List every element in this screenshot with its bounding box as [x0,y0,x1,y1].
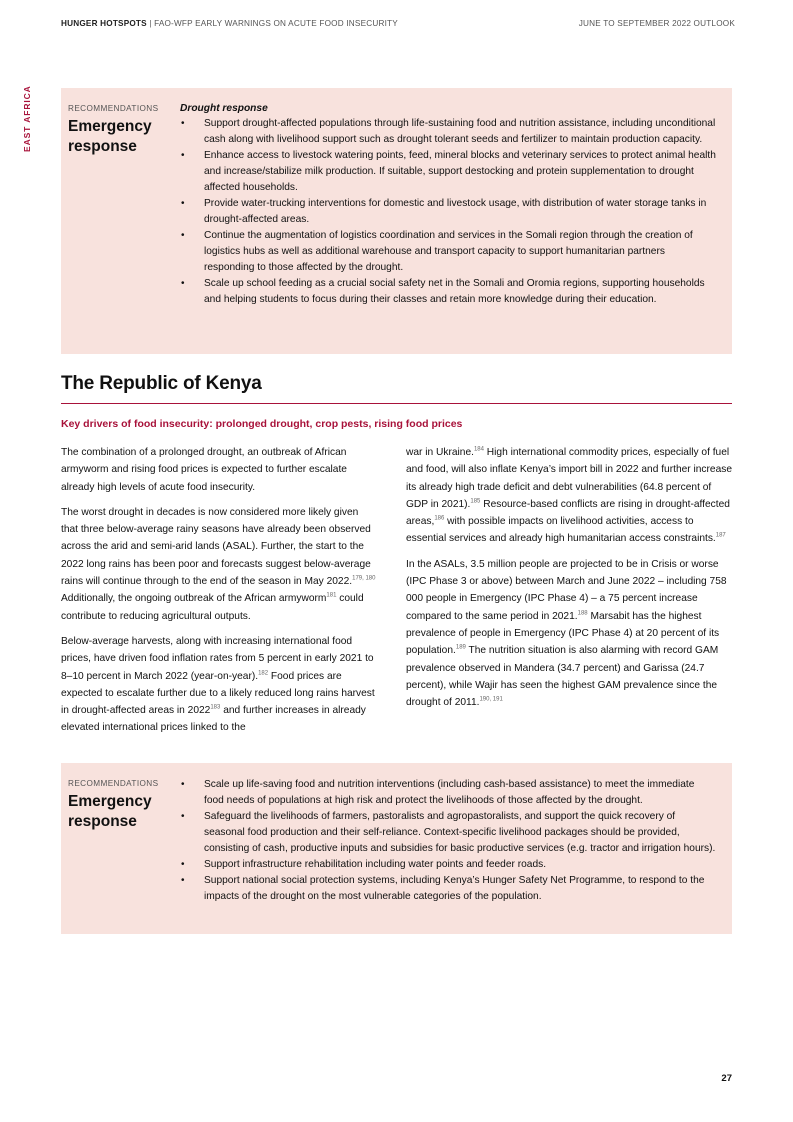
header-outlook: JUNE TO SEPTEMBER 2022 OUTLOOK [578,19,735,28]
recommendations-content [180,777,716,905]
body-column-left [61,444,377,745]
list-item-text: Scale up school feeding as a crucial social safety net in the Somali and Oromia regions, supporting households and helping students to focus during their classes and retain more knowledge during their education. [204,278,705,305]
recommendations-list [180,116,716,308]
footnote-ref: 181 [326,592,337,599]
list-item [180,228,716,276]
paragraph-text: The nutrition situation is also alarming with record GAM prevalence observed in Mandera (34.7 percent) and Garissa (24.7 percent), while Wajir has seen the highest GAM prevalence since the drought of 2011. [406,645,719,709]
footnote-ref: 189 [455,644,466,651]
list-item [180,116,716,148]
bullet-icon: • [181,875,185,886]
bullet-icon: • [181,811,185,822]
list-item-text: Continue the augmentation of logistics coordination and services in the Somali region through the creation of logistics hubs as well as additional warehouse and transport capacity to support humanitarian partners responding to those affected by the drought. [204,230,693,273]
recommendations-box-kenya [61,763,732,934]
list-item [180,777,716,809]
bullet-icon: • [181,198,185,209]
region-side-tab [22,85,36,152]
recommendations-content [180,102,716,308]
paragraph-text: Below-average harvests, along with increasing international food prices, have driven food inflation rates from 5 percent in early 2021 to 8–10 percent in March 2022 (year-on-year). [61,635,374,682]
paragraph-text: Resource-based conflicts are rising in drought-affected areas, [406,498,730,528]
list-item [180,809,716,857]
paragraph-text: The combination of a prolonged drought, an outbreak of African armyworm and rising food prices is expected to further escalate already high levels of acute food insecurity. [61,447,347,493]
body-paragraph [61,504,377,625]
footnote-ref: 185 [470,498,481,505]
list-item [180,148,716,196]
body-paragraph [406,556,734,712]
recommendations-list [180,777,716,905]
recommendations-box-drought [61,88,732,354]
list-item-text: Scale up life-saving food and nutrition interventions (including cash-based assistance) to meet the immediate food needs of populations at high risk and protect the livelihoods of those affected by the drought. [204,779,695,806]
list-item-text: Support drought-affected populations through life-sustaining food and nutrition assistance, including unconditional cash along with livelihood support such as drought tolerant seeds and fertilizer to maintain production capacity. [204,118,716,145]
body-paragraph [61,444,377,496]
paragraph-text: High international commodity prices, especially of fuel and food, will also inflate Kenya’s import bill in 2022 and further increase its already high trade deficit and debt vulnerabilities (64.8 percent of GDP in 2021). [406,447,732,510]
bullet-icon: • [181,278,185,289]
footnote-ref: 186 [434,515,445,522]
header-series [61,19,398,28]
list-item [180,873,716,905]
paragraph-text: In the ASALs, 3.5 million people are projected to be in Crisis or worse (IPC Phase 3 or above) between March and June 2022 – including 758 000 people in Emergency (IPC Phase 4) – a 75 percent increase compared to the same period in 2021. [406,558,727,622]
paragraph-text: The worst drought in decades is now considered more likely given that three below-average rainy seasons have already been observed across the arid and semi-arid lands (ASAL). Further, the start to the 2022 long rains has been poor and forecasts suggest below-average rains will continue through to the end of the season in May 2022. [61,506,371,588]
body-paragraph [406,444,734,548]
paragraph-text: Marsabit has the highest prevalence of people in Emergency (IPC Phase 4) at 20 percent of its population. [406,610,720,657]
country-title: The Republic of Kenya [61,373,262,394]
list-item-text: Provide water-trucking interventions for domestic and livestock usage, with distribution of water storage tanks in drought-affected areas. [204,198,707,225]
bullet-icon: • [181,118,185,129]
page-number: 27 [721,1073,732,1084]
footnote-ref: 190, 191 [479,696,503,703]
footnote-ref: 179, 180 [352,575,376,582]
header-series-bold: HUNGER HOTSPOTS [61,19,147,28]
section-divider [61,403,732,404]
paragraph-text: Food prices are expected to escalate further due to a likely reduced long rains harvest in drought-affected areas in 2022 [61,670,375,717]
list-item-text: Support infrastructure rehabilitation including water points and feeder roads. [204,859,547,870]
recommendations-kicker: RECOMMENDATIONS [68,104,159,113]
recommendations-subtitle: Drought response [180,103,268,114]
recommendations-kicker: RECOMMENDATIONS [68,779,159,788]
recommendations-title: Emergency response [68,118,152,155]
footnote-ref: 184 [473,446,484,453]
footnote-ref: 182 [258,670,269,677]
bullet-icon: • [181,150,185,161]
list-item [180,857,716,873]
list-item-text: Support national social protection systems, including Kenya’s Hunger Safety Net Programme, to respond to the impacts of the drought on the most vulnerable categories of the population. [204,875,705,902]
bullet-icon: • [181,230,185,241]
body-paragraph [61,633,377,737]
paragraph-text: Additionally, the ongoing outbreak of the African armyworm [61,593,327,605]
footnote-ref: 187 [715,533,726,540]
list-item [180,196,716,228]
paragraph-text: could contribute to reducing agricultural outputs. [61,593,364,622]
bullet-icon: • [181,859,185,870]
footnote-ref: 183 [210,704,221,711]
page-header [61,19,735,31]
key-drivers-heading: Key drivers of food insecurity: prolonged drought, crop pests, rising food prices [61,418,463,430]
body-column-right [406,444,734,719]
recommendations-label [68,104,178,156]
list-item-text: Enhance access to livestock watering points, feed, mineral blocks and veterinary services to protect animal health and increase/stabilize milk production. If suitable, support destocking and protein supplementation to drought affected households. [204,150,716,193]
paragraph-text: and further increases in already elevated international prices linked to the [61,705,366,734]
list-item-text: Safeguard the livelihoods of farmers, pastoralists and agropastoralists, and support the quick recovery of seasonal food production and their self-reliance. Context-specific livelihood packages should be provided, consisting of cash, productive inputs and subsidies for basic productive services (e.g. tractor and irrigation hours). [204,811,716,854]
footnote-ref: 188 [577,610,588,617]
paragraph-text: war in Ukraine. [406,447,474,458]
region-side-tab-label: EAST AFRICA [22,85,32,152]
header-series-rest: | FAO-WFP EARLY WARNINGS ON ACUTE FOOD INSECURITY [146,19,398,28]
paragraph-text: with possible impacts on livelihood activities, access to essential services and already high humanitarian access constraints. [406,516,716,545]
recommendations-label [68,779,178,831]
recommendations-title: Emergency response [68,793,152,830]
list-item [180,276,716,308]
bullet-icon: • [181,779,185,790]
